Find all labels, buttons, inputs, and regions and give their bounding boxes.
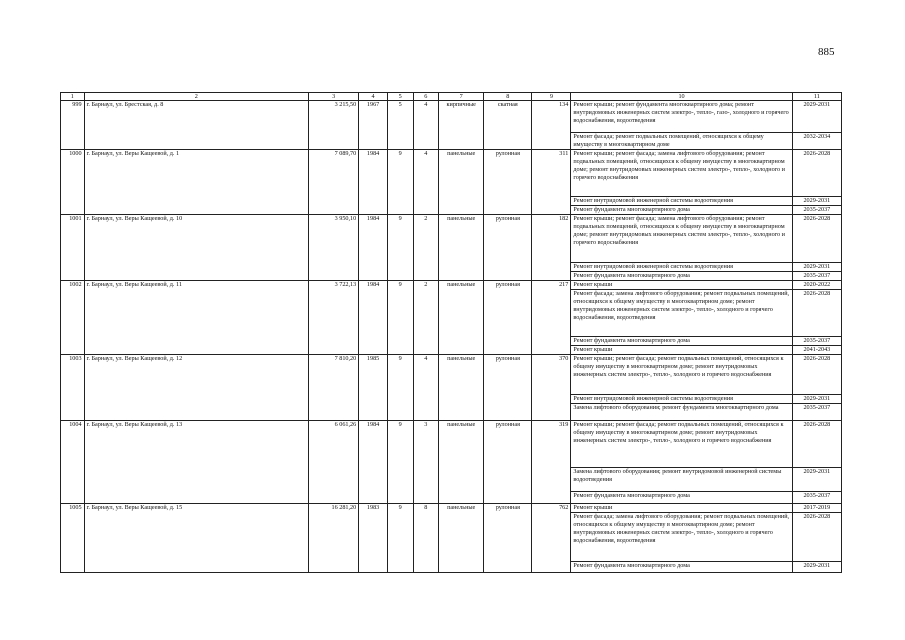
roof-type-cell: скатная — [484, 101, 532, 150]
repair-period-cell: 2026-2028 — [792, 215, 841, 263]
row-number: 1005 — [61, 504, 85, 573]
column-header: 10 — [571, 93, 792, 101]
build-year-cell: 1984 — [359, 215, 388, 281]
build-year-cell: 1985 — [359, 355, 388, 421]
repair-work-cell: Ремонт крыши — [571, 504, 792, 513]
table-row — [61, 281, 842, 290]
row-number: 999 — [61, 101, 85, 150]
repair-work-cell: Ремонт внутридомовой инженерной системы водоотведения — [571, 197, 792, 206]
table-row — [61, 355, 842, 395]
repair-work-cell: Ремонт крыши — [571, 281, 792, 290]
repair-period-cell: 2026-2028 — [792, 355, 841, 395]
table-row — [61, 504, 842, 513]
table-row — [61, 150, 842, 197]
repair-work-cell: Ремонт фундамента многоквартирного дома — [571, 562, 792, 573]
wall-material-cell: панельные — [439, 150, 484, 215]
roof-type-cell: рулонная — [484, 150, 532, 215]
address-cell: г. Барнаул, ул. Веры Кащеевой, д. 15 — [84, 504, 308, 573]
build-year-cell: 1984 — [359, 150, 388, 215]
address-cell: г. Барнаул, ул. Веры Кащеевой, д. 10 — [84, 215, 308, 281]
repair-work-cell: Ремонт крыши; ремонт фундамента многоквартирного дома; ремонт внутридомовых инженерных систем электро-, тепло-, газо-, холодного и горячего водоснабжения, водоотведения — [571, 101, 792, 133]
entrances-cell: 2 — [413, 281, 439, 355]
floors-cell: 9 — [387, 355, 413, 421]
area-cell: 3 950,10 — [309, 215, 359, 281]
row-number: 1002 — [61, 281, 85, 355]
address-cell: г. Барнаул, ул. Веры Кащеевой, д. 12 — [84, 355, 308, 421]
repair-period-cell: 2029-2031 — [792, 562, 841, 573]
table-row — [61, 215, 842, 263]
repair-work-cell: Ремонт внутридомовой инженерной системы водоотведения — [571, 395, 792, 404]
row-number: 1004 — [61, 421, 85, 504]
area-cell: 16 281,20 — [309, 504, 359, 573]
column-header: 2 — [84, 93, 308, 101]
build-year-cell: 1984 — [359, 421, 388, 504]
repair-work-cell: Ремонт крыши — [571, 346, 792, 355]
repair-period-cell: 2020-2022 — [792, 281, 841, 290]
wall-material-cell: панельные — [439, 281, 484, 355]
entrances-cell: 4 — [413, 150, 439, 215]
repair-period-cell: 2035-2037 — [792, 272, 841, 281]
residents-cell: 182 — [532, 215, 571, 281]
table-row — [61, 421, 842, 468]
residents-cell: 370 — [532, 355, 571, 421]
column-number-row — [61, 93, 842, 101]
page-number: 885 — [818, 46, 835, 58]
build-year-cell: 1983 — [359, 504, 388, 573]
roof-type-cell: рулонная — [484, 215, 532, 281]
repair-work-cell: Ремонт фундамента многоквартирного дома — [571, 206, 792, 215]
floors-cell: 9 — [387, 504, 413, 573]
column-header: 9 — [532, 93, 571, 101]
entrances-cell: 4 — [413, 101, 439, 150]
repair-period-cell: 2026-2028 — [792, 513, 841, 562]
repair-work-cell: Ремонт фасада; замена лифтового оборудования; ремонт подвальных помещений, относящихся к общему имуществу в многоквартирном доме; ремонт внутридомовых инженерных систем электро-, тепло-, холодного и горячего водоснабжения, водоотведения — [571, 290, 792, 337]
repair-period-cell: 2032-2034 — [792, 133, 841, 150]
floors-cell: 9 — [387, 421, 413, 504]
repair-work-cell: Ремонт фундамента многоквартирного дома — [571, 272, 792, 281]
repair-period-cell: 2035-2037 — [792, 337, 841, 346]
entrances-cell: 4 — [413, 355, 439, 421]
repair-period-cell: 2029-2031 — [792, 263, 841, 272]
repair-work-cell: Ремонт фундамента многоквартирного дома — [571, 492, 792, 504]
repair-period-cell: 2035-2037 — [792, 404, 841, 421]
column-header: 5 — [387, 93, 413, 101]
column-header: 4 — [359, 93, 388, 101]
column-header: 6 — [413, 93, 439, 101]
repair-period-cell: 2026-2028 — [792, 421, 841, 468]
repair-work-cell: Ремонт крыши; ремонт фасада; ремонт подвальных помещений, относящихся к общему имуществу в многоквартирном доме; ремонт внутридомовых инженерных систем электро-, тепло-, холодного и горячего водоснабжения — [571, 421, 792, 468]
column-header: 3 — [309, 93, 359, 101]
build-year-cell: 1984 — [359, 281, 388, 355]
residents-cell: 319 — [532, 421, 571, 504]
roof-type-cell: рулонная — [484, 355, 532, 421]
column-header: 8 — [484, 93, 532, 101]
residents-cell: 217 — [532, 281, 571, 355]
repair-work-cell: Ремонт крыши; ремонт фасада; замена лифтового оборудования; ремонт подвальных помещений, относящихся к общему имуществу в многоквартирном доме; ремонт внутридомовых инженерных систем электро-, тепло-, холодного и горячего водоснабжения — [571, 150, 792, 197]
build-year-cell: 1967 — [359, 101, 388, 150]
wall-material-cell: кирпичные — [439, 101, 484, 150]
repair-period-cell: 2029-2031 — [792, 395, 841, 404]
wall-material-cell: панельные — [439, 421, 484, 504]
floors-cell: 9 — [387, 150, 413, 215]
floors-cell: 9 — [387, 281, 413, 355]
table-row — [61, 101, 842, 133]
repair-work-cell: Ремонт фасада; ремонт подвальных помещений, относящихся к общему имуществу в многоквартирном доме — [571, 133, 792, 150]
address-cell: г. Барнаул, ул. Брестская, д. 8 — [84, 101, 308, 150]
repair-work-cell: Ремонт фундамента многоквартирного дома — [571, 337, 792, 346]
repair-period-cell: 2029-2031 — [792, 197, 841, 206]
capital-repair-table — [60, 92, 842, 573]
repair-work-cell: Ремонт крыши; ремонт фасада; замена лифтового оборудования; ремонт подвальных помещений, относящихся к общему имуществу в многоквартирном доме; ремонт внутридомовых инженерных систем электро-, тепло-, холодного и горячего водоснабжения — [571, 215, 792, 263]
floors-cell: 9 — [387, 215, 413, 281]
column-header: 1 — [61, 93, 85, 101]
repair-period-cell: 2035-2037 — [792, 206, 841, 215]
area-cell: 6 061,26 — [309, 421, 359, 504]
wall-material-cell: панельные — [439, 504, 484, 573]
residents-cell: 762 — [532, 504, 571, 573]
repair-work-cell: Замена лифтового оборудования; ремонт фундамента многоквартирного дома — [571, 404, 792, 421]
repair-work-cell: Ремонт фасада; замена лифтового оборудования; ремонт подвальных помещений, относящихся к общему имуществу в многоквартирном доме; ремонт внутридомовых инженерных систем электро-, тепло-, холодного и горячего водоснабжения, водоотведения — [571, 513, 792, 562]
area-cell: 3 722,13 — [309, 281, 359, 355]
row-number: 1001 — [61, 215, 85, 281]
entrances-cell: 2 — [413, 215, 439, 281]
repair-period-cell: 2026-2028 — [792, 150, 841, 197]
residents-cell: 311 — [532, 150, 571, 215]
entrances-cell: 3 — [413, 421, 439, 504]
address-cell: г. Барнаул, ул. Веры Кащеевой, д. 11 — [84, 281, 308, 355]
repair-work-cell: Ремонт крыши; ремонт фасада; ремонт подвальных помещений, относящихся к общему имуществу в многоквартирном доме; ремонт внутридомовых инженерных систем электро-, тепло-, холодного и горячего водоснабжения — [571, 355, 792, 395]
row-number: 1003 — [61, 355, 85, 421]
repair-period-cell: 2029-2031 — [792, 468, 841, 492]
address-cell: г. Барнаул, ул. Веры Кащеевой, д. 1 — [84, 150, 308, 215]
repair-work-cell: Ремонт внутридомовой инженерной системы водоотведения — [571, 263, 792, 272]
repair-period-cell: 2041-2043 — [792, 346, 841, 355]
roof-type-cell: рулонная — [484, 281, 532, 355]
wall-material-cell: панельные — [439, 215, 484, 281]
wall-material-cell: панельные — [439, 355, 484, 421]
repair-period-cell: 2035-2037 — [792, 492, 841, 504]
repair-period-cell: 2029-2031 — [792, 101, 841, 133]
column-header: 7 — [439, 93, 484, 101]
entrances-cell: 8 — [413, 504, 439, 573]
area-cell: 7 089,70 — [309, 150, 359, 215]
residents-cell: 134 — [532, 101, 571, 150]
floors-cell: 5 — [387, 101, 413, 150]
roof-type-cell: рулонная — [484, 421, 532, 504]
repair-period-cell: 2026-2028 — [792, 290, 841, 337]
column-header: 11 — [792, 93, 841, 101]
roof-type-cell: рулонная — [484, 504, 532, 573]
area-cell: 7 810,20 — [309, 355, 359, 421]
repair-work-cell: Замена лифтового оборудования; ремонт внутридомовой инженерной системы водоотведения — [571, 468, 792, 492]
area-cell: 3 215,50 — [309, 101, 359, 150]
repair-period-cell: 2017-2019 — [792, 504, 841, 513]
address-cell: г. Барнаул, ул. Веры Кащеевой, д. 13 — [84, 421, 308, 504]
row-number: 1000 — [61, 150, 85, 215]
